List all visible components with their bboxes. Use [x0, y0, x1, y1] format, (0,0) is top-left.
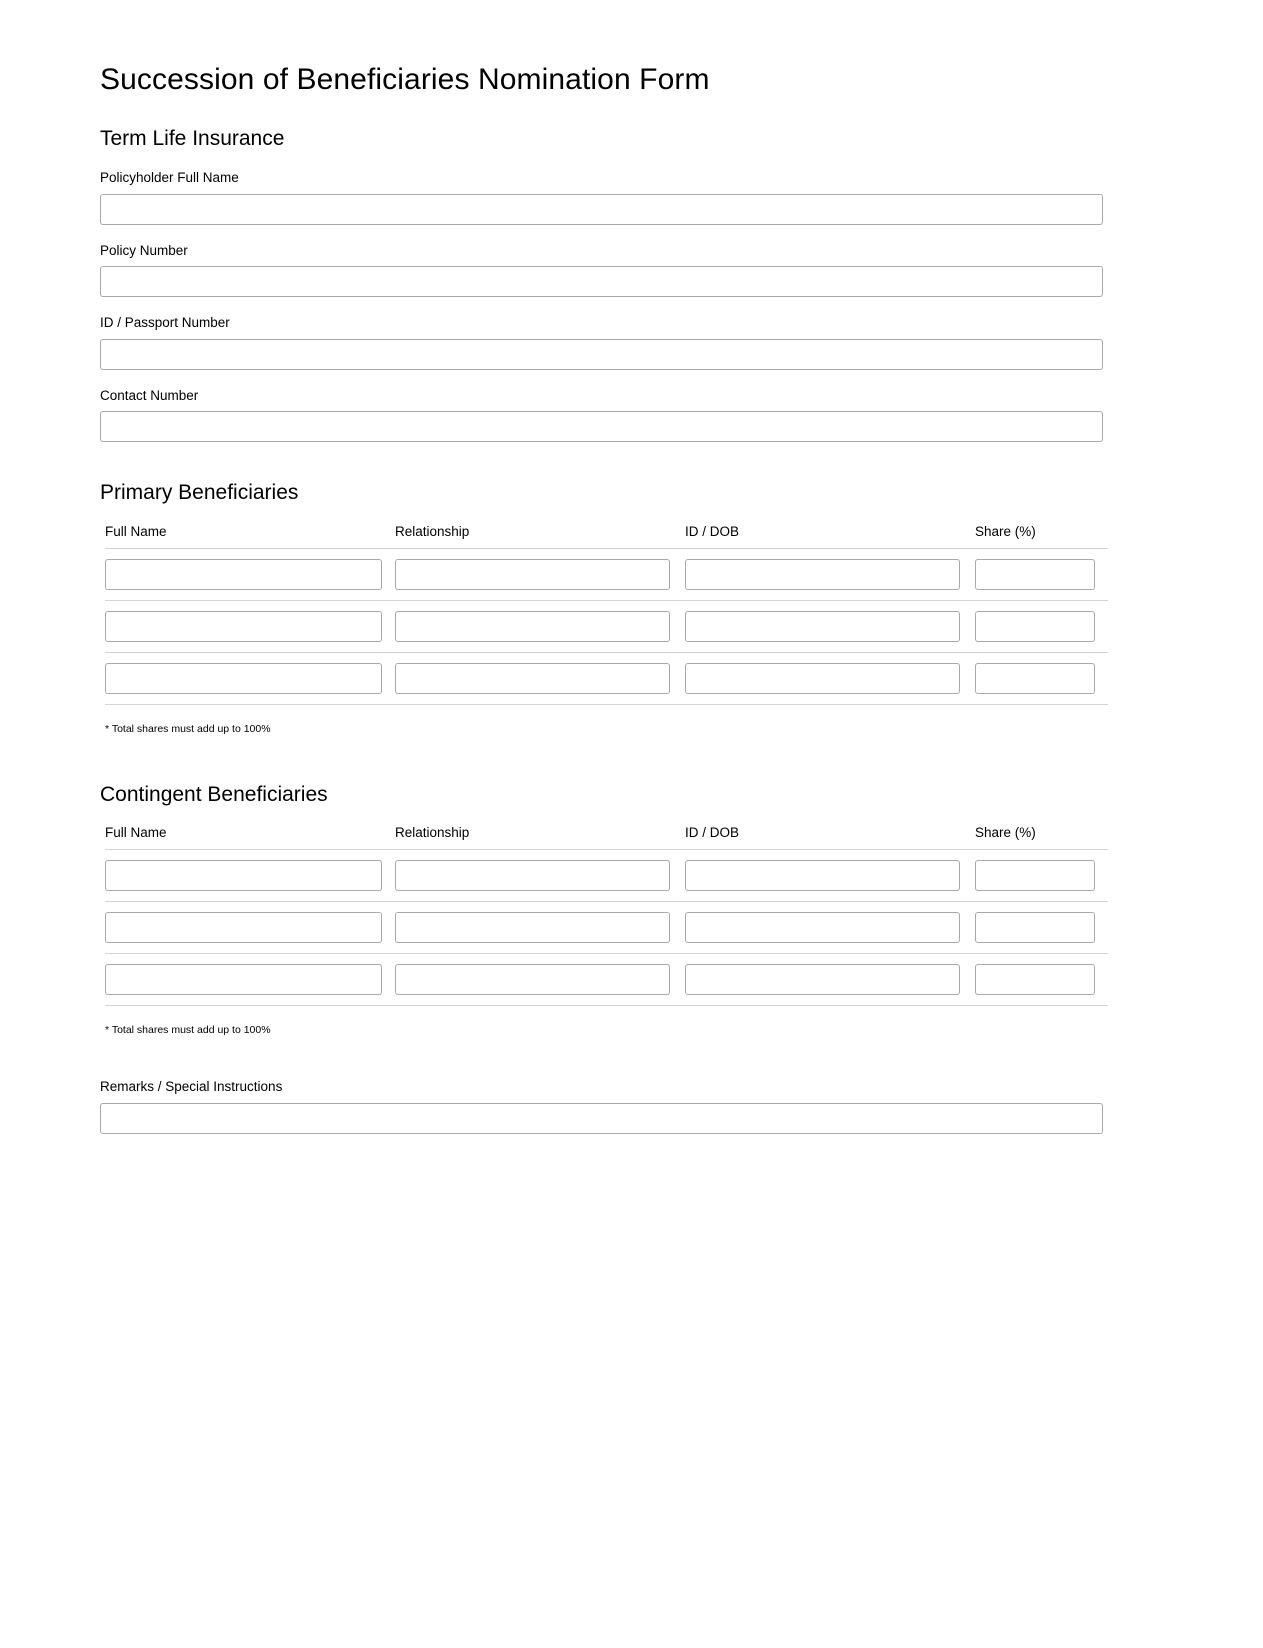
contingent-shares-note: * Total shares must add up to 100%	[105, 1024, 271, 1037]
contingent-beneficiaries-section	[100, 782, 1158, 1038]
cell-share	[975, 548, 1108, 600]
page-title: Succession of Beneficiaries Nomination Form	[100, 63, 710, 96]
cell-id-dob	[685, 548, 975, 600]
policy-number-label: Policy Number	[100, 242, 188, 258]
column-header-full-name: Full Name	[105, 524, 395, 549]
primary-row-3-relationship-input[interactable]	[395, 663, 670, 694]
policyholder-full-name-label: Policyholder Full Name	[100, 170, 239, 186]
primary-row-1-share-input[interactable]	[975, 559, 1095, 590]
column-header-relationship: Relationship	[395, 524, 685, 549]
column-header-share: Share (%)	[975, 524, 1108, 549]
contingent-row-3-relationship-input[interactable]	[395, 964, 670, 995]
primary-row-2-id-dob-input[interactable]	[685, 611, 960, 642]
cell-relationship	[395, 954, 685, 1006]
remarks-input[interactable]	[100, 1103, 1103, 1134]
primary-shares-note: * Total shares must add up to 100%	[105, 722, 271, 735]
primary-row-1-full-name-input[interactable]	[105, 559, 382, 590]
primary-row-3-id-dob-input[interactable]	[685, 663, 960, 694]
cell-relationship	[395, 652, 685, 704]
primary-row-2-full-name-input[interactable]	[105, 611, 382, 642]
primary-table-body	[105, 548, 1108, 704]
column-header-full-name: Full Name	[105, 825, 395, 850]
contingent-row-3-full-name-input[interactable]	[105, 964, 382, 995]
cell-relationship	[395, 850, 685, 902]
table-row	[105, 548, 1108, 600]
remarks-label: Remarks / Special Instructions	[100, 1079, 283, 1095]
contingent-row-2-id-dob-input[interactable]	[685, 912, 960, 943]
policyholder-full-name-input[interactable]	[100, 194, 1103, 225]
contingent-row-1-full-name-input[interactable]	[105, 860, 382, 891]
cell-full-name	[105, 600, 395, 652]
table-row	[105, 600, 1108, 652]
contingent-table-header	[105, 825, 1108, 850]
cell-full-name	[105, 548, 395, 600]
contingent-row-1-relationship-input[interactable]	[395, 860, 670, 891]
table-row	[105, 954, 1108, 1006]
contingent-row-2-share-input[interactable]	[975, 912, 1095, 943]
primary-row-2-relationship-input[interactable]	[395, 611, 670, 642]
contingent-table-body	[105, 850, 1108, 1006]
primary-beneficiaries-table	[105, 524, 1108, 705]
cell-relationship	[395, 548, 685, 600]
contingent-row-2-full-name-input[interactable]	[105, 912, 382, 943]
column-header-share: Share (%)	[975, 825, 1108, 850]
field-contact-number	[100, 387, 1158, 443]
contingent-beneficiaries-heading: Contingent Beneficiaries	[100, 783, 328, 807]
cell-id-dob	[685, 902, 975, 954]
primary-row-1-id-dob-input[interactable]	[685, 559, 960, 590]
table-header-row	[105, 524, 1108, 549]
primary-beneficiaries-heading: Primary Beneficiaries	[100, 481, 299, 505]
cell-full-name	[105, 652, 395, 704]
field-policy-number	[100, 242, 1158, 298]
cell-share	[975, 850, 1108, 902]
policy-details-section	[100, 126, 1158, 442]
cell-relationship	[395, 902, 685, 954]
contingent-row-2-relationship-input[interactable]	[395, 912, 670, 943]
primary-table-header	[105, 524, 1108, 549]
cell-full-name	[105, 850, 395, 902]
cell-id-dob	[685, 600, 975, 652]
id-passport-number-label: ID / Passport Number	[100, 315, 230, 331]
id-passport-number-input[interactable]	[100, 339, 1103, 370]
cell-share	[975, 600, 1108, 652]
primary-row-1-relationship-input[interactable]	[395, 559, 670, 590]
contingent-row-1-id-dob-input[interactable]	[685, 860, 960, 891]
primary-beneficiaries-section	[100, 480, 1158, 736]
column-header-id-dob: ID / DOB	[685, 825, 975, 850]
table-header-row	[105, 825, 1108, 850]
field-id-passport-number	[100, 314, 1158, 370]
cell-id-dob	[685, 652, 975, 704]
table-row	[105, 652, 1108, 704]
field-policyholder-full-name	[100, 169, 1158, 225]
column-header-id-dob: ID / DOB	[685, 524, 975, 549]
cell-share	[975, 652, 1108, 704]
contingent-beneficiaries-table	[105, 825, 1108, 1006]
primary-row-3-share-input[interactable]	[975, 663, 1095, 694]
contact-number-label: Contact Number	[100, 387, 199, 403]
cell-full-name	[105, 954, 395, 1006]
cell-id-dob	[685, 850, 975, 902]
cell-id-dob	[685, 954, 975, 1006]
policy-number-input[interactable]	[100, 266, 1103, 297]
cell-share	[975, 902, 1108, 954]
primary-row-3-full-name-input[interactable]	[105, 663, 382, 694]
contingent-row-3-id-dob-input[interactable]	[685, 964, 960, 995]
table-row	[105, 850, 1108, 902]
cell-relationship	[395, 600, 685, 652]
table-row	[105, 902, 1108, 954]
policy-section-heading: Term Life Insurance	[100, 127, 285, 150]
primary-row-2-share-input[interactable]	[975, 611, 1095, 642]
cell-full-name	[105, 902, 395, 954]
contingent-row-1-share-input[interactable]	[975, 860, 1095, 891]
cell-share	[975, 954, 1108, 1006]
contact-number-input[interactable]	[100, 411, 1103, 442]
column-header-relationship: Relationship	[395, 825, 685, 850]
contingent-row-3-share-input[interactable]	[975, 964, 1095, 995]
remarks-section	[100, 1078, 1158, 1134]
